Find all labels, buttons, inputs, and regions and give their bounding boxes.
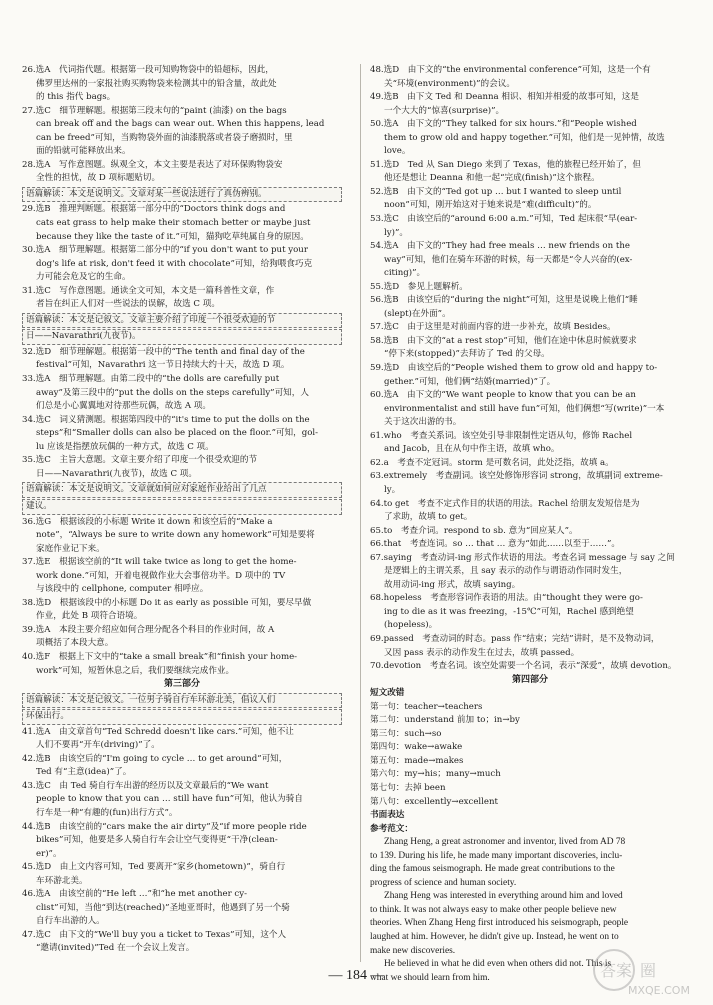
answer-line: note”，“Always be sure to write down any homework”可知是要将 xyxy=(36,530,315,541)
answer-line: 日——Navarathri(九夜节)，故选 C 项。 xyxy=(36,468,197,479)
answer-line: 27.选C 细节理解题。根据第三段末句的“paint (油漆) on the bags xyxy=(22,105,287,116)
answer-line: 作业，此处 B 项符合语境。 xyxy=(36,611,143,622)
answer-line: 39.选A 本段主要介绍应如何合理分配各个科目的作业时间，故 A xyxy=(22,624,275,635)
column-divider xyxy=(360,64,361,962)
answer-line: 关“环境(environment)”的会议。 xyxy=(384,78,515,89)
page-number: — 184 — xyxy=(328,968,385,983)
answer-line: 60.选A 由下文的“We want people to know that you can be an xyxy=(370,390,636,401)
right-column xyxy=(370,64,690,985)
passage-summary-line: 语篇解读：本文是记叙文。一位男子骑自行车环游北美，倡议人们 xyxy=(22,693,342,709)
answer-line: 28.选A 写作意图题。纵观全文，本文主要是表达了对环保购物袋安 xyxy=(22,159,283,170)
answer-line: 第二句：understand 前加 to；in→by xyxy=(370,715,520,726)
section-heading: 第四部分 xyxy=(511,674,548,685)
answer-line: 37.选E 根据该空前的“It will take twice as long to get the home- xyxy=(22,557,297,568)
answer-line: 26.选A 代词指代题。根据第一段可知购物袋中的铅超标，因此， xyxy=(22,65,274,75)
answer-line: 人们不要再“开车(driving)”了。 xyxy=(36,740,160,751)
answer-line: 的 this 指代 bags。 xyxy=(36,92,116,103)
answer-line: 50.选A 由下文的“They talked for six hours.”和“People wished xyxy=(370,119,637,130)
answer-line: clist”可知，当他“到达(reached)”圣地亚哥时，他遇到了另一个骑 xyxy=(36,902,290,913)
answer-line: 46.选A 由该空前的“He left …”和“he met another cy- xyxy=(22,889,247,900)
answer-line: 一个大大的“惊喜(surprise)”。 xyxy=(384,105,505,116)
essay-line: to 139. During his life, he made many important discoveries, inclu- xyxy=(370,850,623,861)
passage-summary-line: 环保出行。 xyxy=(22,709,342,725)
answer-line: 58.选B 由下文的“at a rest stop”可知，他们在途中休息时候就要求 xyxy=(370,335,637,346)
answer-line: 41.选A 由文章首句“Ted Schredd doesn't like cars.”可知，他不让 xyxy=(22,726,294,737)
answer-line: can break off and the bags can wear out. When this happens, lead xyxy=(36,119,325,130)
essay-line: laughed at him. However, he didn't give up. Instead, he went on to xyxy=(370,932,619,942)
answer-line: 力可能会危及它的生命。 xyxy=(36,272,131,283)
passage-summary-line: 建议。 xyxy=(22,499,342,515)
answer-line: gether.”可知，他们俩“结婚(married)”了。 xyxy=(384,376,556,387)
answer-line: environmentalist and still have fun”可知，他们俩想“写(write)”一本 xyxy=(384,403,665,414)
answer-line: bikes”可知，他要是多人骑自行车会让空气变得更“干净(clean- xyxy=(36,835,278,846)
answer-line: ly)”。 xyxy=(384,227,408,238)
answer-line: ly。 xyxy=(384,484,401,495)
answer-line: 67.saying 考查动词-ing 形式作状语的用法。考查名词 message 与 say 之间 xyxy=(370,552,675,563)
answer-line: noon”可知，刚开始这对于她来说是“难(difficult)”的。 xyxy=(384,200,597,211)
answer-line: “邀请(invited)”Ted 在一个会议上发言。 xyxy=(36,943,195,954)
answer-line: dog's life at risk, don't feed it with chocolate”可知，给狗喂食巧克 xyxy=(36,258,313,269)
answer-line: 40.选F 根据上下文中的“take a small break”和“finish your home- xyxy=(22,651,298,662)
essay-line: to think. It was not always easy to make other people believe new xyxy=(370,904,617,915)
svg-text:答案: 答案 xyxy=(600,961,633,980)
answer-line: 第三句：such→so xyxy=(370,728,442,739)
subsection-heading: 参考范文： xyxy=(370,823,413,834)
answer-line: 36.选G 根据该段的小标题 Write it down 和该空后的“Make a xyxy=(22,516,273,527)
answer-line: 车环游北美。 xyxy=(36,875,88,886)
answer-line: 52.选B 由下文的“Ted got up … but I wanted to sleep until xyxy=(370,186,622,197)
answer-line: 面的铅就可能释放出来。 xyxy=(36,146,131,157)
answer-line: 是逻辑上的主谓关系，且 say 表示的动作与谓语动作同时发生， xyxy=(384,566,628,577)
section-heading: 第三部分 xyxy=(163,679,200,690)
left-column xyxy=(22,64,342,956)
svg-text:圈: 圈 xyxy=(640,961,657,980)
passage-summary-line: 日——Navarathri(九夜节)。 xyxy=(22,329,342,345)
answer-line: 66.that 考查连词。so … that … 意为“如此……以至于……”。 xyxy=(370,539,620,550)
answer-line: er)”。 xyxy=(36,848,62,859)
answer-line: citing)”。 xyxy=(384,268,426,279)
answer-line: 29.选B 推理判断题。根据第一部分中的“Doctors think dogs and xyxy=(22,204,286,215)
answer-line: can be freed”可知，当购物袋外面的油漆脱落或者袋子磨损时，里 xyxy=(36,132,293,143)
answer-line: 35.选C 主旨大意题。文章主要介绍了印度一个很受欢迎的节 xyxy=(22,455,258,466)
answer-line: 自行车出游的人。 xyxy=(36,916,105,927)
passage-summary-line: 语篇解读：本文是说明文。文章就如何应对家庭作业给出了几点 xyxy=(22,482,342,498)
answer-line: 又因 pass 表示的动作发生在过去，故填 passed。 xyxy=(384,647,580,658)
answer-line: 70.devotion 考查名词。该空处需要一个名词，表示“深爱”，故填 devotion。 xyxy=(370,661,677,672)
answer-line: 34.选C 词义猜测题。根据第四段中的“it's time to put the dolls on the xyxy=(22,414,310,425)
answer-line: 54.选A 由下文的“They had free meals … new friends on the xyxy=(370,241,630,252)
answer-line: 69.passed 考查动词的时态。pass 作“结束；完结”讲时，是不及物动词， xyxy=(370,633,660,644)
answer-line: way”可知，他们在骑车环游的时候，每一天都是“令人兴奋的(ex- xyxy=(384,254,633,265)
essay-line: He believed in what he did even when others did not. This is xyxy=(384,959,612,970)
answer-line: 65.to 考查介词。respond to sb. 意为“回应某人”。 xyxy=(370,525,578,536)
svg-text:MXQE.COM: MXQE.COM xyxy=(628,984,690,997)
answer-line: 32.选D 细节理解题。根据第一段中的“The tenth and final day of the xyxy=(22,346,305,357)
passage-summary-line: 语篇解读：本文是说明文。文章对某一些说法进行了真伪辨别。 xyxy=(22,187,342,203)
answer-line: 59.选D 由该空后的“People wished them to grow old and happy to- xyxy=(370,363,658,374)
answer-line: 全性的担忧，故 D 项标题贴切。 xyxy=(36,173,161,184)
answer-line: 30.选A 细节理解题。根据第二部分中的“if you don't want to put your xyxy=(22,245,308,256)
answer-line: 49.选B 由下文 Ted 和 Deanna 相识、相知并相爱的故事可知，这是 xyxy=(370,92,639,103)
essay-line: make new discoveries. xyxy=(370,945,456,956)
answer-line: 43.选C 由 Ted 骑自行车出游的经历以及文章最后的“We want xyxy=(22,780,269,791)
answer-line: away”及第三段中的“put the dolls on the steps carefully”可知，人 xyxy=(36,387,309,398)
essay-line: Zhang Heng, a great astronomer and inventor, lived from AD 78 xyxy=(384,837,626,848)
essay-line: theories. When Zhang Heng first introduced his seismograph, people xyxy=(370,918,629,929)
answer-line: 佛罗里达州的一家报社购买购物袋来检测其中的铅含量，故此处 xyxy=(36,78,277,89)
essay-line: Zhang Heng was interested in everything around him and loved xyxy=(384,891,623,902)
answer-line: 第四句：wake→awake xyxy=(370,742,463,753)
answer-line: “停下来(stopped)”去拜访了 Ted 的父母。 xyxy=(384,349,550,360)
watermark-logo xyxy=(588,946,706,998)
answer-line: steps”和“Smaller dolls can also be placed on the floor.”可知，gol- xyxy=(36,428,319,439)
answer-line: 57.选C 由于这里是对前面内容的进一步补充，故填 Besides。 xyxy=(370,322,616,333)
answer-line: 48.选D 由下文的“the environmental conference”可知，这是一个有 xyxy=(370,65,651,75)
answer-line: 者旨在纠正人们对一些说法的误解，故选 C 项。 xyxy=(36,299,220,310)
answer-line: (hopeless)。 xyxy=(384,620,438,631)
answer-line: 55.选D 参见上题解析。 xyxy=(370,281,468,292)
essay-line: progress of science and human society. xyxy=(370,877,517,888)
answer-line: 行车是一种“有趣的(fun)出行方式”。 xyxy=(36,807,178,818)
answer-line: 关于这次出游的书。 xyxy=(384,417,462,428)
subsection-heading: 书面表达 xyxy=(370,810,405,821)
answer-line: (slept)在外面”。 xyxy=(384,308,451,319)
answer-line: 故用动词-ing 形式，故填 saying。 xyxy=(384,579,521,590)
answer-line: 项概括了本段大意。 xyxy=(36,638,114,649)
answer-line: 61.who 考查关系词。该空处引导非限制性定语从句，修饰 Rachel xyxy=(370,430,633,441)
answer-line: people to know that you can … still have fun”可知，他认为骑自 xyxy=(36,794,303,805)
answer-line: 他还是想让 Deanna 和他一起“完成(finish)”这个旅程。 xyxy=(384,173,600,184)
answer-line: 第六句：my→his；many→much xyxy=(370,769,501,780)
answer-line: 家庭作业记下来。 xyxy=(36,543,105,554)
answer-line: 第五句：made→makes xyxy=(370,755,464,766)
essay-line: ding the famous seismograph. He made great contributions to the xyxy=(370,864,615,875)
answer-line: 与该段中的 cellphone, computer 相呼应。 xyxy=(36,584,209,595)
answer-line: 47.选C 由下文的“We'll buy you a ticket to Texas”可知，这个人 xyxy=(22,929,287,940)
answer-line: 第八句：excellently→excellent xyxy=(370,796,498,807)
passage-summary-line: 语篇解读：本文是记叙文。文章主要介绍了印度一个很受欢迎的节 xyxy=(22,313,342,329)
answer-line: 31.选C 写作意图题。通读全文可知，本文是一篇科普性文章，作 xyxy=(22,285,275,296)
answer-line: 42.选B 由该空后的“I'm going to cycle … to get around”可知， xyxy=(22,753,288,764)
essay-line: what we should learn from him. xyxy=(370,972,490,983)
answer-line: 们总是小心翼翼地对待那些玩偶，故选 A 项。 xyxy=(36,401,211,412)
answer-line: cats eat grass to help make their stomach better or maybe just xyxy=(36,218,311,229)
answer-line: 45.选D 由上文内容可知，Ted 要离开“家乡(hometown)”，骑自行 xyxy=(22,862,286,873)
answer-line: work”可知，短暂休息之后，我们要继续完成作业。 xyxy=(36,665,235,676)
subsection-heading: 短文改错 xyxy=(370,688,405,699)
answer-line: because they like the taste of it.”可知，猫狗吃草纯属自身的原因。 xyxy=(36,231,309,242)
answer-line: Ted 有“主意(idea)”了。 xyxy=(36,767,132,778)
answer-line: work done.”可知，开着电视做作业大会事倍功半。D 项中的 TV xyxy=(36,570,286,581)
answer-line: ing to die as it was freezing，-15℃”可知，Rachel 感到绝望 xyxy=(384,606,634,617)
answer-line: lu 应该是指摆放玩偶的一种方式，故选 C 项。 xyxy=(36,441,214,452)
answer-line: 33.选A 细节理解题。由第二段中的“the dolls are carefully put xyxy=(22,374,280,385)
answer-line: 62.a 考查不定冠词。storm 是可数名词，此处泛指，故填 a。 xyxy=(370,457,614,468)
answer-line: 56.选B 由该空后的“during the night”可知，这里是说晚上他们“睡 xyxy=(370,295,638,306)
answer-line: 63.extremely 考查副词。该空处修饰形容词 strong，故填副词 extreme- xyxy=(370,471,663,482)
answer-line: 53.选C 由该空后的“around 6:00 a.m.”可知，Ted 起床很“早(ear- xyxy=(370,214,638,225)
answer-line: them to grow old and happy together.”可知，他们是一见钟情，故选 xyxy=(384,132,665,143)
answer-line: 第七句：去掉 been xyxy=(370,782,446,793)
answer-line: festival”可知，Navarathri 这一节日持续大约十天，故选 D 项。 xyxy=(36,360,290,371)
answer-line: 51.选D Ted 从 San Diego 来到了 Texas，他的旅程已经开始了，但 xyxy=(370,159,642,170)
answer-line: love。 xyxy=(384,146,411,157)
answer-line: and Jacob，且在从句中作主语，故填 who。 xyxy=(384,444,560,455)
answer-line: 第一句：teacher→teachers xyxy=(370,701,483,712)
answer-line: 68.hopeless 考查形容词作表语的用法。由“thought they were go- xyxy=(370,593,643,604)
answer-line: 38.选D 根据该段中的小标题 Do it as early as possible 可知，要尽早做 xyxy=(22,597,312,608)
answer-line: 了求助，故填 to get。 xyxy=(384,512,473,523)
answer-line: 44.选B 由该空前的“cars make the air dirty”及“if more people ride xyxy=(22,821,307,832)
answer-line: 64.to get 考查不定式作目的状语的用法。Rachel 给朋友发短信是为 xyxy=(370,498,640,509)
